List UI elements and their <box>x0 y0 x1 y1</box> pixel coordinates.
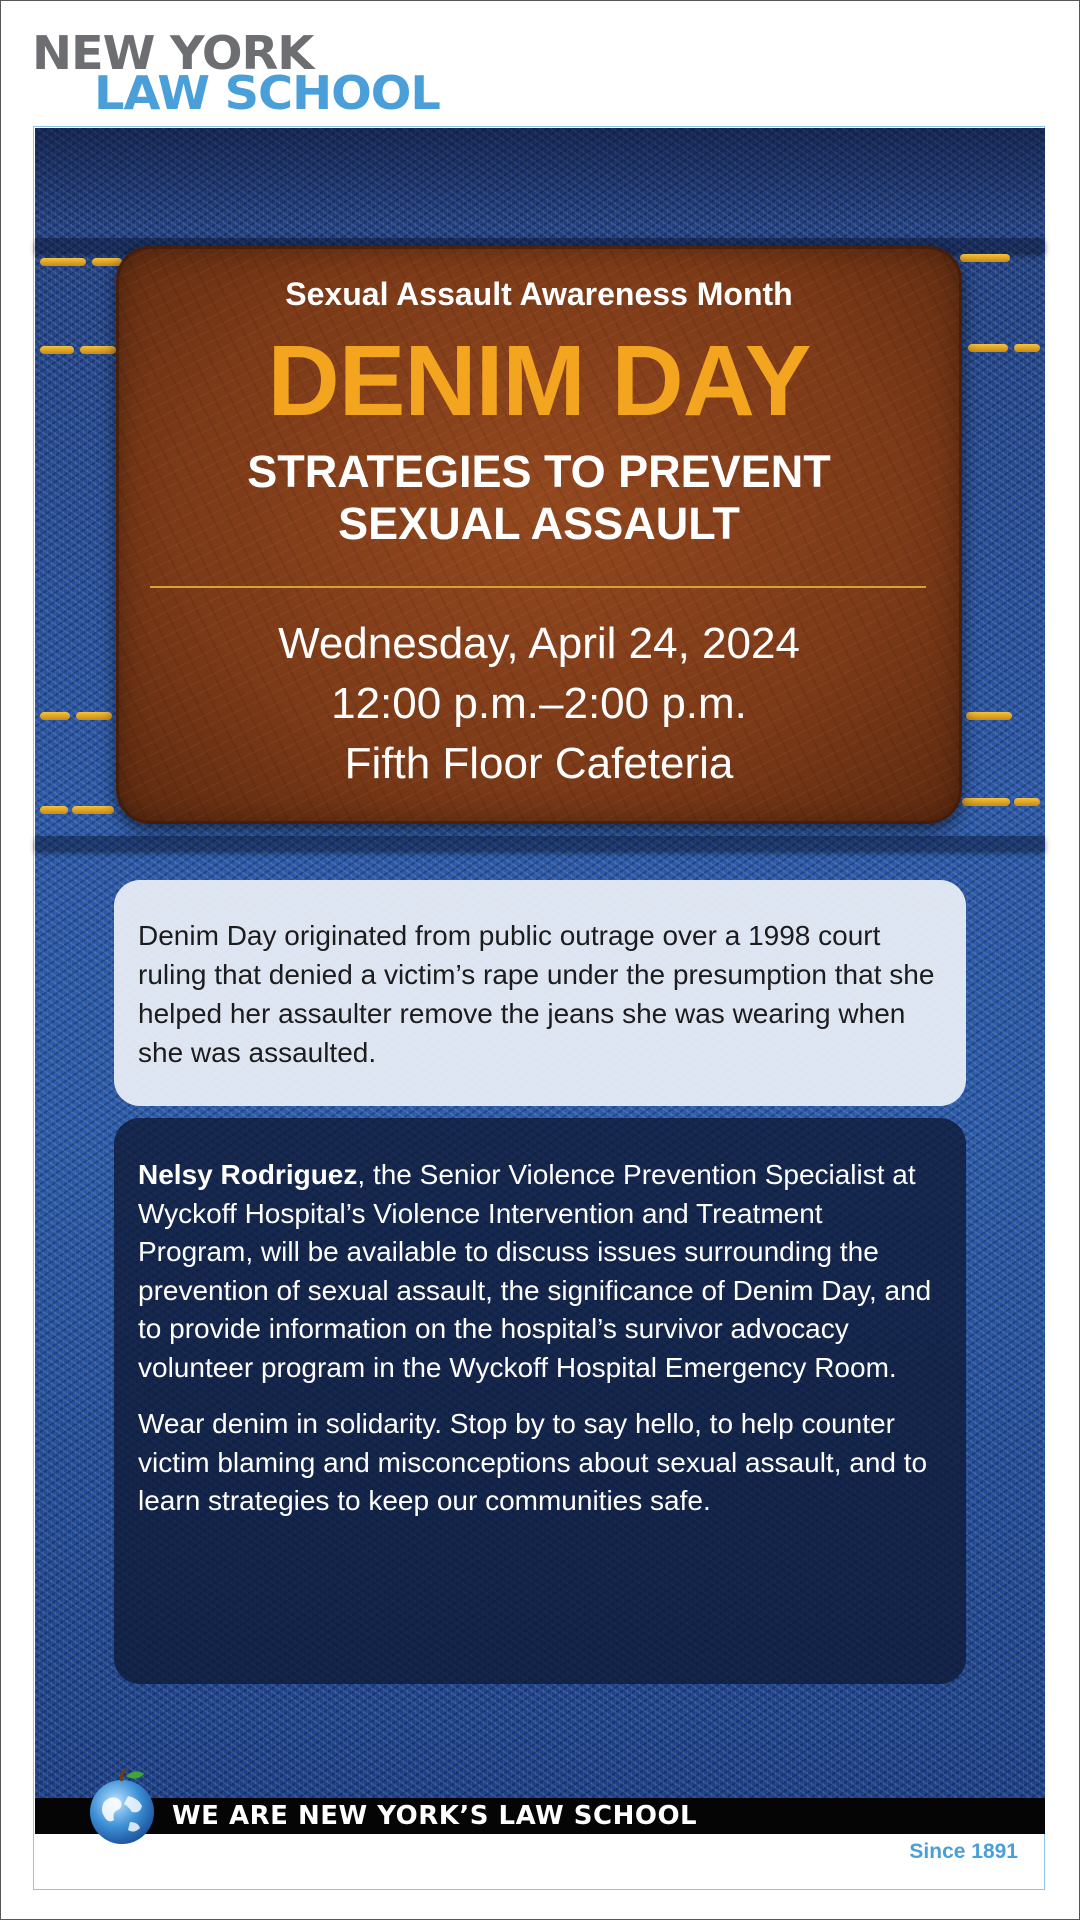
stitch <box>960 254 1010 262</box>
stitch <box>40 346 74 354</box>
stitch <box>1014 798 1040 806</box>
speaker-info-box <box>114 1118 966 1684</box>
speaker-paragraph <box>138 1156 944 1387</box>
since-year: Since 1891 <box>909 1840 1018 1863</box>
stitch <box>962 798 1010 806</box>
stitch <box>92 258 122 266</box>
stitch <box>80 346 116 354</box>
globe-apple-icon <box>84 1768 162 1846</box>
logo-line-new-york: NEW YORK <box>32 26 314 80</box>
call-to-action: Wear denim in solidarity. Stop by to say hello, to help counter victim blaming and misconceptions about sexual assault, and to learn strategies to keep our communities safe. <box>138 1408 928 1516</box>
denim-seam-bottom <box>35 836 1045 850</box>
event-topic-line-1: STRATEGIES TO PREVENT <box>247 446 831 497</box>
stitch <box>40 806 68 814</box>
stitch <box>76 712 112 720</box>
stitch <box>1014 344 1040 352</box>
leather-patch <box>116 246 962 824</box>
law-school-logo <box>32 26 440 120</box>
logo-line-law-school: LAW SCHOOL <box>94 66 440 120</box>
denim-top-shadow <box>35 128 1045 228</box>
speaker-name: Nelsy Rodriguez <box>138 1159 358 1190</box>
event-location: Fifth Floor Cafeteria <box>344 739 734 788</box>
event-title: DENIM DAY <box>267 325 811 437</box>
stitch <box>966 712 1012 720</box>
origin-text: Denim Day originated from public outrage over a 1998 court ruling that denied a victim’s rape under the presumption that she helped her assaulter remove the jeans she was wearing when she was assaulted. <box>138 920 935 1068</box>
stitch <box>40 258 86 266</box>
event-details <box>116 614 962 794</box>
footer-tagline: WE ARE NEW YORK’S LAW SCHOOL <box>172 1801 698 1831</box>
event-topic <box>116 446 962 550</box>
speaker-description: , the Senior Violence Prevention Specialist at Wyckoff Hospital’s Violence Intervention and Treatment Program, will be available to discuss issues surrounding the prevention of sexual assault, the significance of Denim Day, and to provide information on the hospital’s survivor advocacy volunteer program in the Wyckoff Hospital Emergency Room. <box>138 1159 932 1383</box>
event-topic-line-2: SEXUAL ASSAULT <box>338 498 740 549</box>
origin-info-box <box>114 880 966 1106</box>
stitch <box>72 806 114 814</box>
event-time: 12:00 p.m.–2:00 p.m. <box>331 679 747 728</box>
event-date: Wednesday, April 24, 2024 <box>278 619 800 668</box>
awareness-month-subtitle: Sexual Assault Awareness Month <box>285 276 793 312</box>
stitch <box>40 712 70 720</box>
patch-divider <box>150 586 926 588</box>
stitch <box>968 344 1008 352</box>
